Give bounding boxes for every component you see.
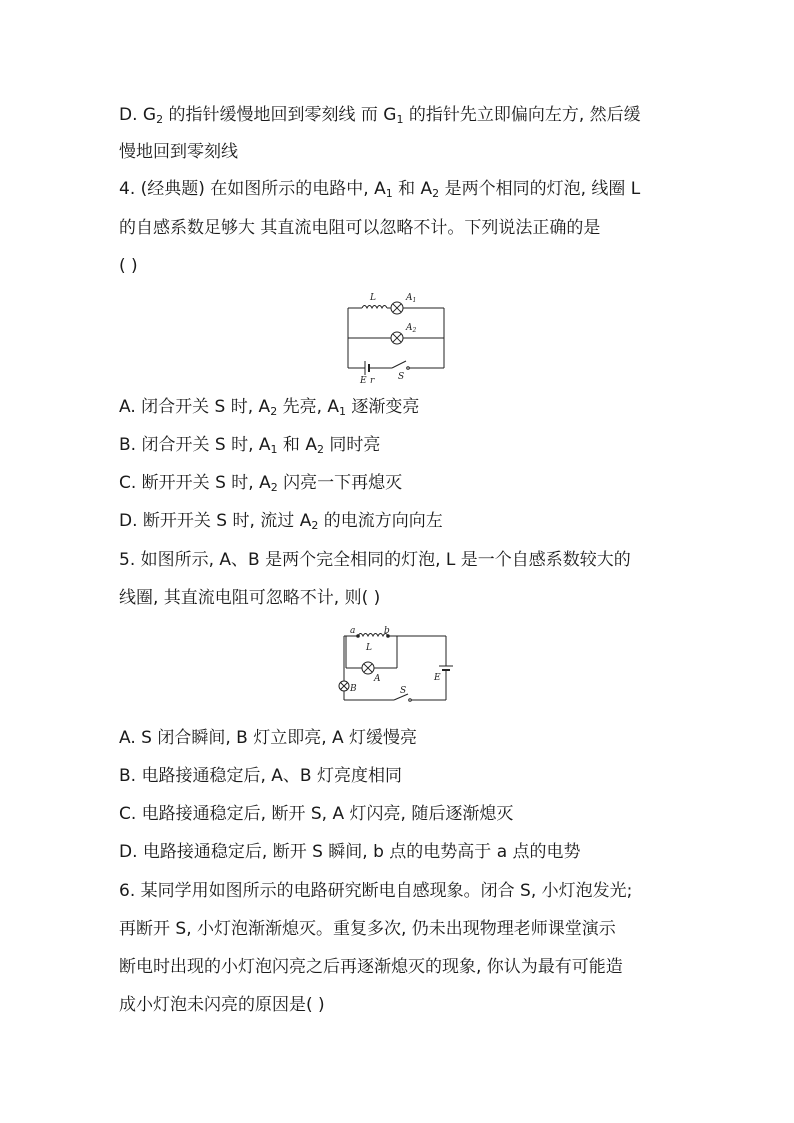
text: 同时亮 bbox=[323, 435, 381, 455]
text: A. 闭合开关 S 时, A bbox=[119, 397, 271, 417]
label-A1-letter: A bbox=[406, 293, 413, 303]
text: 的电流方向向左 bbox=[318, 511, 443, 531]
label-r: r bbox=[370, 376, 375, 385]
subscript: 1 bbox=[385, 187, 393, 200]
label-A2 bbox=[405, 323, 417, 334]
inductor-coil bbox=[362, 306, 387, 309]
text: 的指针缓慢地回到零刻线 而 G bbox=[163, 105, 397, 125]
q6-stem-line4: 成小灯泡未闪亮的原因是( ) bbox=[119, 995, 325, 1015]
label-a: a bbox=[350, 626, 356, 636]
q6-stem-line3: 断电时出现的小灯泡闪亮之后再逐渐熄灭的现象, 你认为最有可能造 bbox=[119, 957, 623, 977]
q4-option-b bbox=[119, 434, 380, 456]
switch-lever bbox=[392, 361, 406, 368]
q6-stem-line2: 再断开 S, 小灯泡渐渐熄灭。重复多次, 仍未出现物理老师课堂演示 bbox=[119, 919, 616, 939]
q4-option-c bbox=[119, 472, 402, 494]
q4-option-a bbox=[119, 396, 419, 418]
q4-circuit-diagram bbox=[340, 290, 450, 385]
subscript: 2 bbox=[316, 443, 324, 456]
q5-circuit-diagram bbox=[336, 624, 454, 706]
subscript: 1 bbox=[339, 405, 347, 418]
label-B: B bbox=[350, 684, 357, 694]
subscript: 2 bbox=[270, 481, 278, 494]
label-A2-letter: A bbox=[406, 323, 413, 333]
label-S: S bbox=[398, 372, 405, 382]
text: 的指针先立即偏向左方, 然后缓 bbox=[403, 105, 641, 125]
text: C. 断开开关 S 时, A bbox=[119, 473, 271, 493]
text: 是两个相同的灯泡, 线圈 L bbox=[439, 179, 641, 199]
text: 先亮, A bbox=[277, 397, 340, 417]
q4-stem-line2: 的自感系数足够大 其直流电阻可以忽略不计。下列说法正确的是 bbox=[119, 218, 601, 238]
label-A1-sub: 1 bbox=[412, 297, 417, 304]
q6-stem-line1: 6. 某同学用如图所示的电路研究断电自感现象。闭合 S, 小灯泡发光; bbox=[119, 881, 633, 901]
subscript: 2 bbox=[156, 113, 164, 126]
label-E: E bbox=[434, 673, 441, 683]
switch-contact bbox=[407, 367, 410, 370]
label-E: E bbox=[360, 376, 367, 385]
q5-stem-line2: 线圈, 其直流电阻可忽略不计, 则( ) bbox=[119, 588, 381, 608]
q5-option-d: D. 电路接通稳定后, 断开 S 瞬间, b 点的电势高于 a 点的电势 bbox=[119, 842, 581, 862]
subscript: 2 bbox=[270, 405, 278, 418]
q4-option-d bbox=[119, 510, 443, 532]
label-A2-sub: 2 bbox=[412, 327, 417, 334]
q4-stem-line1 bbox=[119, 178, 640, 200]
label-A1 bbox=[405, 293, 416, 304]
label-A: A bbox=[374, 674, 381, 684]
label-L: L bbox=[370, 293, 376, 303]
q3-option-d-cont: 慢地回到零刻线 bbox=[119, 142, 238, 162]
subscript: 2 bbox=[432, 187, 440, 200]
text: 闪亮一下再熄灭 bbox=[277, 473, 403, 493]
q5-option-c: C. 电路接通稳定后, 断开 S, A 灯闪亮, 随后逐渐熄灭 bbox=[119, 804, 514, 824]
text: 4. (经典题) 在如图所示的电路中, A bbox=[119, 179, 386, 199]
subscript: 2 bbox=[311, 519, 319, 532]
q5-option-a: A. S 闭合瞬间, B 灯立即亮, A 灯缓慢亮 bbox=[119, 728, 418, 748]
switch-contact bbox=[409, 699, 412, 702]
text: D. 断开开关 S 时, 流过 A bbox=[119, 511, 312, 531]
q5-stem-line1: 5. 如图所示, A、B 是两个完全相同的灯泡, L 是一个自感系数较大的 bbox=[119, 550, 631, 570]
text: D. G bbox=[119, 105, 157, 125]
text: 逐渐变亮 bbox=[346, 397, 420, 417]
q5-option-b: B. 电路接通稳定后, A、B 灯亮度相同 bbox=[119, 766, 402, 786]
text: 和 A bbox=[392, 179, 433, 199]
text: 和 A bbox=[277, 435, 317, 455]
subscript: 1 bbox=[270, 443, 278, 456]
q4-answer-bracket: ( ) bbox=[119, 256, 138, 276]
subscript: 1 bbox=[396, 113, 404, 126]
text: B. 闭合开关 S 时, A bbox=[119, 435, 271, 455]
label-L: L bbox=[366, 643, 372, 653]
label-S: S bbox=[400, 686, 407, 696]
label-b: b bbox=[384, 626, 390, 636]
q3-option-d bbox=[119, 104, 641, 126]
